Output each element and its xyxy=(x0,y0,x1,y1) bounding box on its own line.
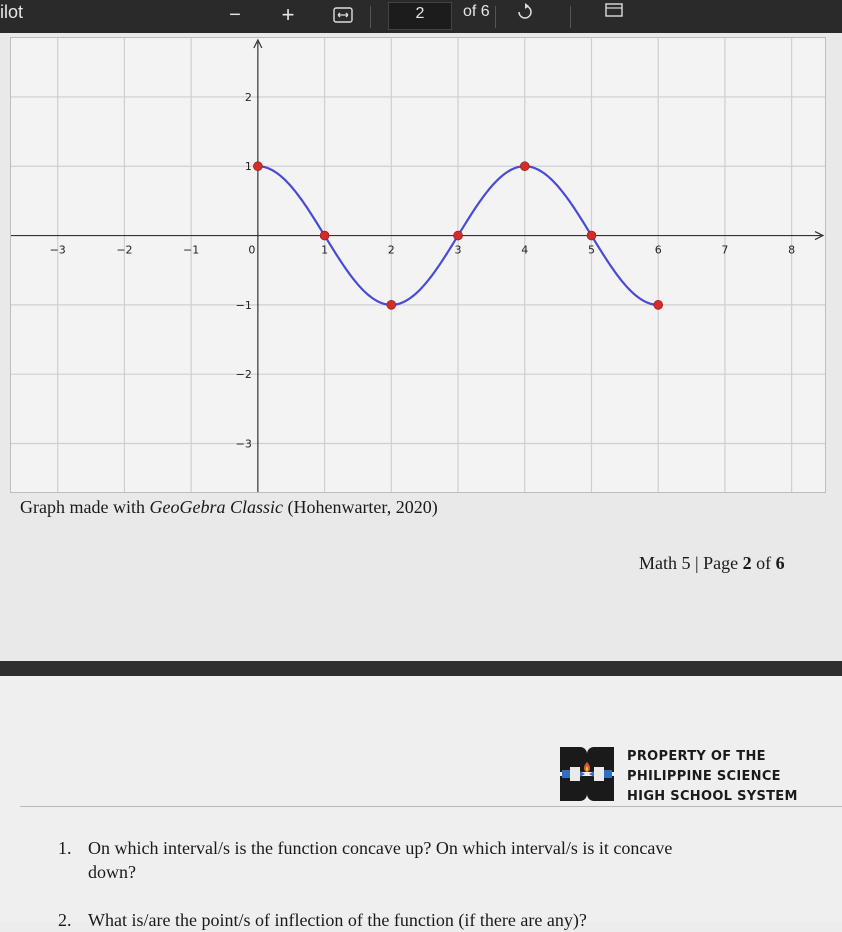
x-tick-label: 6 xyxy=(654,243,662,257)
x-tick-label: −2 xyxy=(116,243,133,257)
x-tick-label: 4 xyxy=(521,243,529,257)
zoom-out-button[interactable]: − xyxy=(229,4,241,26)
question-text: On which interval/s is the function concave up? On which interval/s is it concave xyxy=(88,838,673,858)
x-tick-label: 0 xyxy=(248,243,256,257)
graph-caption: Graph made with GeoGebra Classic (Hohenwarter, 2020) xyxy=(20,497,438,517)
x-tick-label: −1 xyxy=(183,243,200,257)
data-point xyxy=(654,300,663,309)
function-graph xyxy=(10,37,826,493)
data-point xyxy=(454,231,463,240)
page-footer: Math 5 | Page 2 of 6 xyxy=(639,553,785,573)
software-name: GeoGebra Classic xyxy=(149,497,283,517)
question-text: down? xyxy=(88,862,136,882)
footer-page-number: 2 xyxy=(742,553,752,573)
data-point xyxy=(387,300,396,309)
y-tick-label: −3 xyxy=(235,437,252,451)
pdf-toolbar xyxy=(0,0,842,33)
x-tick-label: 2 xyxy=(387,243,395,257)
header-rule xyxy=(20,806,842,807)
x-tick-label: 7 xyxy=(721,243,729,257)
question-number: 1. xyxy=(58,838,72,858)
question-text: What is/are the point/s of inflection of the function (if there are any)? xyxy=(88,910,587,930)
rotate-icon[interactable] xyxy=(512,0,538,33)
page-number-input[interactable]: 2 xyxy=(388,2,452,30)
toolbar-divider xyxy=(370,6,371,28)
page-count: of 6 xyxy=(463,3,490,20)
y-tick-label: 2 xyxy=(244,90,252,104)
footer-page-total: 6 xyxy=(775,553,785,573)
app-title: ilot xyxy=(0,2,24,22)
pshs-logo xyxy=(558,745,616,803)
x-tick-label: 1 xyxy=(321,243,329,257)
page-view-icon[interactable] xyxy=(603,0,625,33)
toolbar-divider xyxy=(495,6,496,28)
data-point xyxy=(587,231,596,240)
x-tick-label: −3 xyxy=(49,243,66,257)
x-tick-label: 5 xyxy=(587,243,595,257)
data-point xyxy=(320,231,329,240)
toolbar-divider xyxy=(570,6,571,28)
y-tick-label: −1 xyxy=(235,298,252,312)
zoom-in-button[interactable]: + xyxy=(281,2,295,27)
data-point xyxy=(520,162,529,171)
page-gap xyxy=(0,661,842,676)
x-tick-label: 8 xyxy=(788,243,796,257)
y-tick-label: 1 xyxy=(244,160,252,174)
organization-name: PROPERTY OF THE PHILIPPINE SCIENCE HIGH SCHOOL SYSTEM xyxy=(627,749,798,804)
data-point xyxy=(253,162,262,171)
question-number: 2. xyxy=(58,910,72,930)
y-tick-label: −2 xyxy=(235,368,252,382)
x-tick-label: 3 xyxy=(454,243,462,257)
